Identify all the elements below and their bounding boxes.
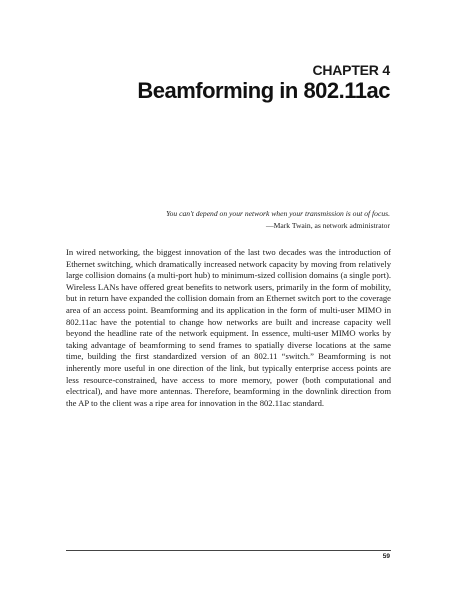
page-number: 59 xyxy=(382,553,390,560)
chapter-label: CHAPTER 4 xyxy=(312,62,390,78)
epigraph-attribution: —Mark Twain, as network administrator xyxy=(266,221,390,230)
body-text xyxy=(66,247,391,409)
body-paragraph: In wired networking, the biggest innovation of the last two decades was the introduction of Ethernet switching, which dramatically increased network capacity by moving from relatively large collision domains (a multi-port hub) to minimum-sized collision domains (a single port). Wireless LANs have offered great benefits to network users, primarily in the form of mobility, but in return have expanded the collision domain from an Ethernet switch port to the coverage area of an access point. Beamforming and its application in the form of multi-user MIMO in 802.11ac have the potential to change how networks are built and increase capacity well beyond the headline rate of the network equipment. In essence, multi-user MIMO works by taking advantage of beamforming to send frames to spatially diverse locations at the same time, building the first standardized version of an 802.11 “switch.” Beamforming is not inherently more useful in one direction of the link, but typically enterprise access points are less resource-constrained, have access to more memory, power (both computational and electrical), and have more antennas. Therefore, beamforming in the downlink direction from the AP to the client was a ripe area for innovation in the 802.11ac standard. xyxy=(66,247,391,408)
chapter-title: Beamforming in 802.11ac xyxy=(137,78,390,103)
epigraph xyxy=(150,208,390,231)
epigraph-quote: You can't depend on your network when your transmission is out of focus. xyxy=(166,209,390,218)
footer-rule xyxy=(66,550,391,551)
